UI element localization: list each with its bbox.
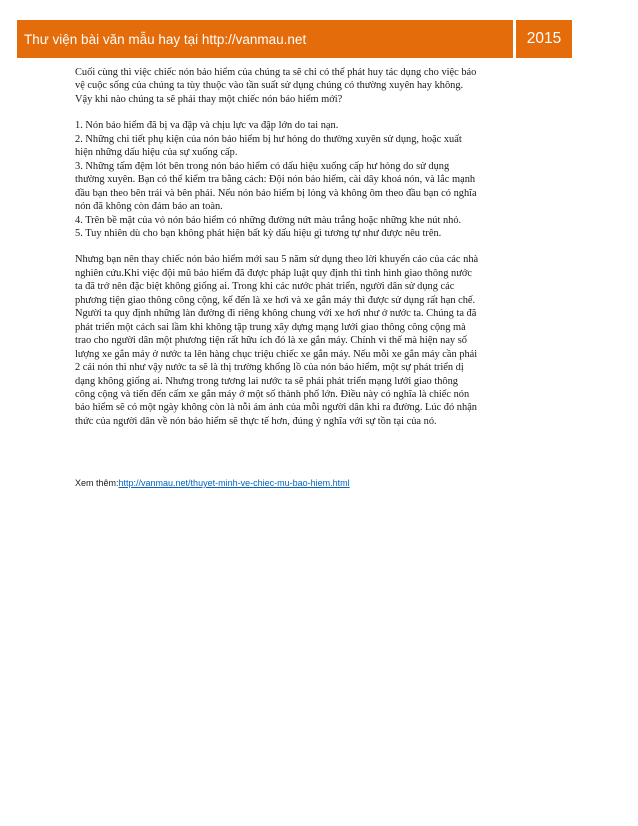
header-title: Thư viện bài văn mẫu hay tại http://vanmau.net (17, 20, 516, 58)
body-line: lượng xe gắn máy ở nước ta lên hàng chục triệu chiếc xe gắn máy. Nếu mỗi xe gắn máy cần phải (75, 348, 478, 360)
see-also (75, 478, 350, 488)
body-line: Vậy khi nào chúng ta sẽ phải thay một chiếc nón bảo hiểm mới? (75, 93, 343, 105)
body-line: bảo hiểm sẽ có một ngày không còn là nỗi ám ảnh của mỗi người dân khi ra đường. Lúc đó nhận (75, 402, 477, 414)
body-line: thức của người dân về nón bảo hiểm sẽ thực tế hơn, đúng ý nghĩa với sự tồn tại của nó. (75, 415, 437, 427)
list-line: 5. Tuy nhiên dù cho bạn không phát hiện bất kỳ dấu hiệu gì tương tự như được nêu trên. (75, 227, 442, 239)
body-line: 2 cái nón thì như vậy nước ta sẽ là thị trường khổng lồ của nón bảo hiểm, một sự phát triển dị (75, 362, 464, 374)
header-year: 2015 (516, 20, 572, 58)
body-line: dạng không giống ai. Nhưng trong tương lai nước ta sẽ phải phát triển mạng lưới giao thông (75, 375, 458, 387)
page-header (17, 20, 572, 58)
body-line: nghiên cứu.Khi việc đội mũ bảo hiểm đã được pháp luật quy định thì tình hình giao thông nước (75, 267, 472, 279)
body-line: Người ta quy định những làn đường đi riêng không chung với xe hơi như ở nước ta. Chúng ta đã (75, 308, 477, 320)
body-line: công cộng và tiến đến cấm xe gắn máy ở một số thành phố lớn. Điều này có nghĩa là chiếc nón (75, 388, 470, 400)
list-line: thường xuyên. Bạn có thể kiểm tra bằng cách: Đội nón bảo hiểm, cài dây khoá nón, và lắc mạnh (75, 174, 476, 186)
body-line: Cuối cùng thì việc chiếc nón bảo hiểm của chúng ta sẽ chỉ có thể phát huy tác dụng cho việc bảo (75, 67, 477, 78)
list-line: 1. Nón bảo hiểm đã bị va đập và chịu lực va đập lớn do tai nạn. (75, 120, 339, 132)
see-also-label: Xem thêm: (75, 478, 119, 488)
list-line: 2. Những chi tiết phụ kiện của nón bảo hiểm bị hư hỏng do thường xuyên sử dụng, hoặc xuất (75, 133, 462, 145)
body-line: ta đã trở nên đặc biệt không giống ai. Trong khi các nước phát triển, người dân sử dụng các (75, 281, 455, 293)
list-line: 4. Trên bề mặt của vỏ nón bảo hiểm có những đường nứt màu trắng hoặc những khe nút nhỏ. (75, 214, 462, 226)
see-also-link[interactable]: http://vanmau.net/thuyet-minh-ve-chiec-mu-bao-hiem.html (118, 478, 350, 488)
document-body (75, 66, 570, 428)
list-line: đầu bạn theo bên trái và bên phải. Nếu nón bảo hiểm bị lỏng và không ôm theo đầu bạn có nghĩa (75, 187, 477, 199)
body-line: Nhưng bạn nên thay chiếc nón bảo hiểm mới sau 5 năm sử dụng theo lời khuyến cáo của các nhà (75, 254, 479, 266)
body-line: vệ cuộc sống của chúng ta tùy thuộc vào tần suất sử dụng chúng có thường xuyên hay không. (75, 80, 464, 92)
body-line: phương tiện giao thông công cộng, kể đến là xe hơi và xe gắn máy thì được sử dụng rất hạn chế. (75, 294, 476, 306)
list-line: 3. Những tấm đệm lót bên trong nón bảo hiểm có dấu hiệu xuống cấp hư hỏng do sử dụng (75, 160, 450, 172)
body-line: trao cho người dân một phương tiện rất hữu ích đó là xe gắn máy. Chính vì thế mà hiện nay số (75, 335, 467, 347)
list-line: nón đã không còn đảm bảo an toàn. (75, 201, 223, 213)
list-line: hiện những dấu hiệu của sự xuống cấp. (75, 147, 238, 159)
body-line: phát triển một cách sai lầm khi không tập trung xây dựng mạng lưới giao thông công cộng mà (75, 321, 466, 333)
